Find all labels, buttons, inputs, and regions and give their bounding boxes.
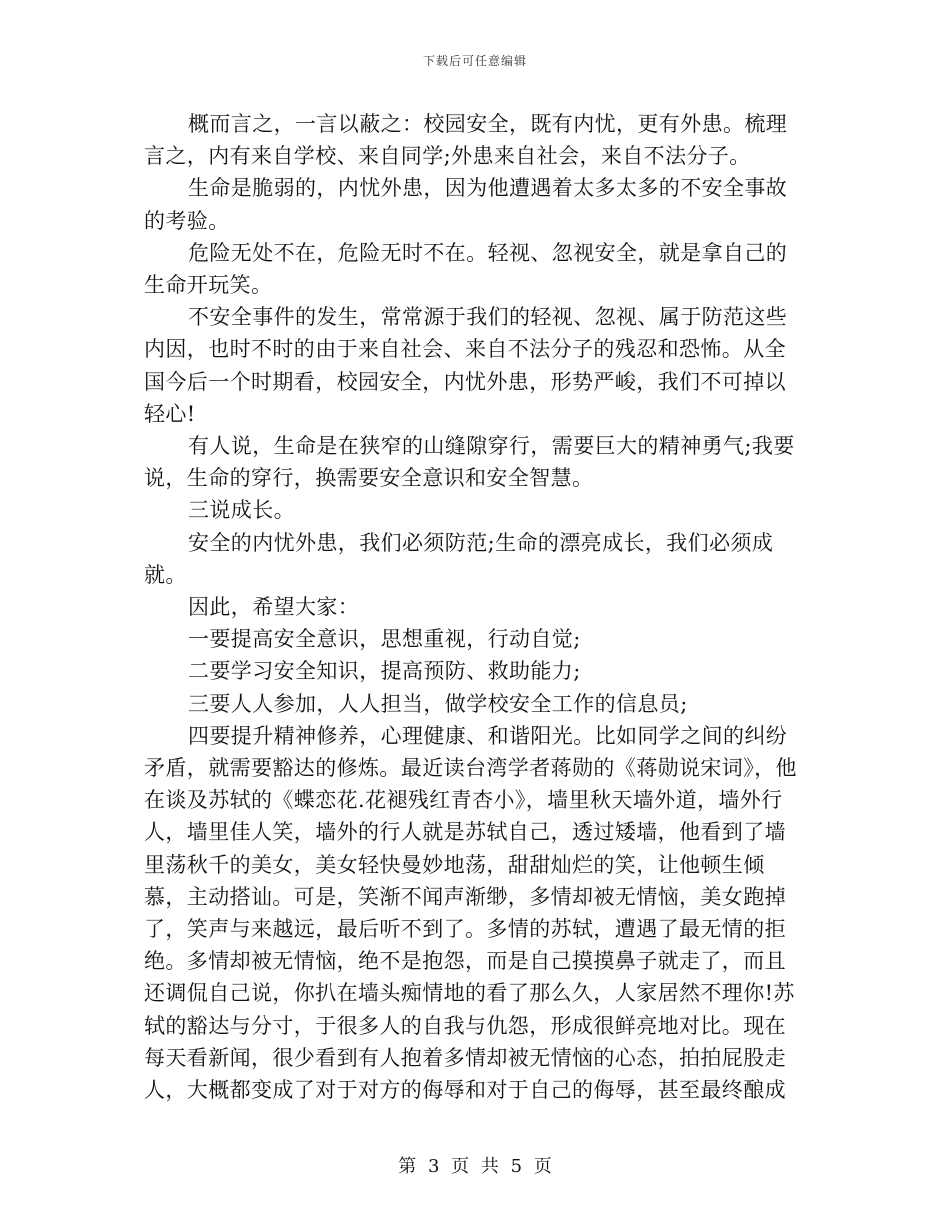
paragraph: 概而言之，一言以蔽之：校园安全，既有内忧，更有外患。梳理言之，内有来自学校、来自同学;外患来自社会，来自不法分子。 <box>144 112 788 169</box>
paragraph: 生命是脆弱的，内忧外患，因为他遭遇着太多太多的不安全事故的考验。 <box>144 176 788 233</box>
paragraph: 危险无处不在，危险无时不在。轻视、忽视安全，就是拿自己的生命开玩笑。 <box>144 240 788 298</box>
page-number-footer: 第 3 页 共 5 页 <box>398 1156 552 1177</box>
paragraph: 三要人人参加，人人担当，做学校安全工作的信息员; <box>188 691 688 716</box>
document-body <box>144 108 804 1106</box>
paragraph: 不安全事件的发生，常常源于我们的轻视、忽视、属于防范这些内因，也时不时的由于来自社会、来自不法分子的残忍和恐怖。从全国今后一个时期看，校园安全，内忧外患，形势严峻，我们不可掉以轻心! <box>144 305 788 426</box>
paragraph: 一要提高安全意识，思想重视，行动自觉; <box>188 627 581 652</box>
paragraph: 四要提升精神修养，心理健康、和谐阳光。比如同学之间的纠纷矛盾，就需要豁达的修炼。最近读台湾学者蒋勋的《蒋勋说宋词》，他在谈及苏轼的《蝶恋花.花褪残红青杏小》，墙里秋天墙外道，墙外行人，墙里佳人笑，墙外的行人就是苏轼自己，透过矮墙，他看到了墙里荡秋千的美女，美女轻快曼妙地荡，甜甜灿烂的笑，让他顿生倾慕，主动搭讪。可是，笑渐不闻声渐缈，多情却被无情恼，美女跑掉了，笑声与来越远，最后听不到了。多情的苏轼，遭遇了最无情的拒绝。多情却被无情恼，绝不是抱怨，而是自己摸摸鼻子就走了，而且还调侃自己说，你扒在墙头痴情地的看了那么久，人家居然不理你!苏轼的豁达与分寸，于很多人的自我与仇怨，形成很鲜亮地对比。现在每天看新闻，很少看到有人抱着多情却被无情恼的心态，拍拍屁股走人，大概都变成了对于对方的侮辱和对于自己的侮辱，甚至最终酿成 <box>144 723 797 1103</box>
page-header: 下载后可任意编辑 <box>422 54 527 68</box>
paragraph: 安全的内忧外患，我们必须防范;生命的漂亮成长，我们必须成就。 <box>144 530 774 587</box>
paragraph: 因此，希望大家： <box>188 595 360 620</box>
paragraph: 三说成长。 <box>188 498 295 523</box>
paragraph: 有人说，生命是在狭窄的山缝隙穿行，需要巨大的精神勇气;我要说，生命的穿行，换需要安全意识和安全智慧。 <box>144 434 795 491</box>
paragraph: 二要学习安全知识，提高预防、救助能力; <box>188 659 581 684</box>
